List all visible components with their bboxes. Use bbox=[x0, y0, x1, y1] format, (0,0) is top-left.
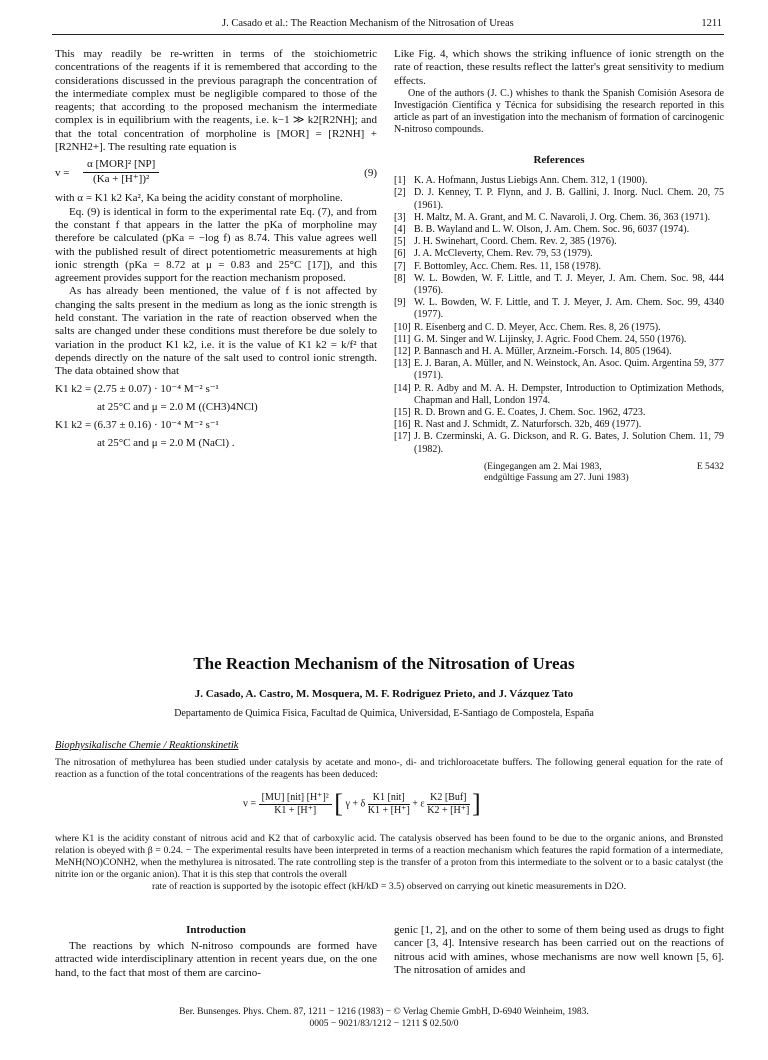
reference-text: J. H. Swinehart, Coord. Chem. Rev. 2, 385 (1976). bbox=[414, 236, 617, 248]
paragraph: As has already been mentioned, the value of f is not affected by changing the salts present in the medium as long as the ionic strength is held constant. The variation in the rate of reaction observed when the salts are changed under these conditions must therefore be due solely to variation in the product K1 k2, i.e. it is the value of K1 k2 = k/f² that depends directly on the nature of the salt used to control ionic strength. The data obtained show that bbox=[55, 285, 377, 378]
footer-code: 0005 − 9021/83/1212 − 1211 $ 02.50/0 bbox=[309, 1019, 459, 1029]
article-authors: J. Casado, A. Castro, M. Mosquera, M. F. Rodriguez Prieto, and J. Vázquez Tato bbox=[194, 688, 574, 700]
abstract bbox=[55, 757, 723, 893]
reference-text: R. D. Brown and G. E. Coates, J. Chem. Soc. 1962, 4723. bbox=[414, 407, 646, 419]
running-title: J. Casado et al.: The Reaction Mechanism of the Nitrosation of Ureas bbox=[222, 18, 514, 29]
introduction-right: genic [1, 2], and on the other to some of them being used as drugs to fight cancer [3, 4]. Intensive research has been carried out on the reactions of nitrous acid with amines, whose mechanisms are now well known [5, 6]. The nitrosation of amides and bbox=[394, 924, 724, 976]
reference-text: G. M. Singer and W. Lijinsky, J. Agric. Food Chem. 24, 550 (1976). bbox=[414, 333, 687, 345]
reference-item bbox=[394, 407, 724, 419]
paragraph: Eq. (9) is identical in form to the experimental rate Eq. (7), and from the constant f that appears in the latter the pKa of morpholine may therefore be calculated (pKa = −log f) as 8.74. This value agrees well with the published result of direct potentiometric measurements at high ionic strength (pKa = 8.72 at μ = 0.83 and 25°C [17]), and this agreement provides support for the reaction mechanism proposed. bbox=[55, 205, 377, 285]
abs-eq-mid: γ + δ bbox=[345, 798, 366, 810]
reference-text: J. B. Czerminski, A. G. Dickson, and R. G. Bates, J. Solution Chem. 11, 79 (1982). bbox=[414, 431, 724, 455]
reference-item bbox=[394, 224, 724, 236]
introduction-left: The reactions by which N-nitroso compounds are formed have attracted wide interdisciplinary attention in recent years due, on the one hand, to the fact that most of them are carcino- bbox=[55, 940, 377, 979]
reference-item bbox=[394, 261, 724, 273]
reference-item bbox=[394, 419, 724, 431]
footer-citation: Ber. Bunsenges. Phys. Chem. 87, 1211 − 1216 (1983) − © Verlag Chemie GmbH, D-6940 Weinheim, 1983. bbox=[179, 1007, 589, 1017]
reference-number: [14] bbox=[394, 382, 411, 394]
reference-text: H. Maltz, M. A. Grant, and M. C. Navaroli, J. Org. Chem. 36, 363 (1971). bbox=[414, 211, 711, 223]
reference-number: [4] bbox=[394, 224, 406, 235]
reference-number: [3] bbox=[394, 211, 406, 223]
reference-item bbox=[394, 187, 724, 211]
reference-number: [7] bbox=[394, 260, 406, 272]
page-footer bbox=[0, 1006, 768, 1030]
reference-item bbox=[394, 383, 724, 407]
reference-item bbox=[394, 236, 724, 248]
reference-item bbox=[394, 334, 724, 346]
reference-text: D. J. Kenney, T. P. Flynn, and J. B. Gallini, J. Inorg. Nucl. Chem. 20, 75 (1961). bbox=[414, 187, 724, 211]
references-heading: References bbox=[533, 153, 585, 166]
equation-9 bbox=[55, 158, 377, 188]
received-line-2: endgültige Fassung am 27. Juni 1983) bbox=[484, 473, 629, 484]
reference-item bbox=[394, 322, 724, 334]
running-header bbox=[52, 18, 722, 34]
reference-number: [8] bbox=[394, 272, 406, 284]
references-list bbox=[394, 175, 724, 456]
abs-eq-den-3: K2 + [H⁺] bbox=[427, 804, 470, 816]
left-column bbox=[55, 48, 377, 455]
reference-text: R. Nast and J. Schmidt, Z. Naturforsch. 32b, 469 (1977). bbox=[414, 419, 642, 431]
reference-item bbox=[394, 431, 724, 455]
reference-number: [13] bbox=[394, 358, 411, 370]
rate-constants bbox=[55, 383, 377, 455]
abs-eq-den-1: K1 + [H⁺] bbox=[274, 804, 317, 816]
received-note bbox=[394, 462, 724, 485]
equation-denominator: (Ka + [H⁺])² bbox=[93, 172, 150, 185]
paragraph: This may readily be re-written in terms of the stoichiometric concentrations of the reagents if it is remembered that according to the considerations discussed in the previous paragraph the concentration of the intermediate complex must be negligible compared to those of the reagents; that according to the proposed mechanism the intermediate complex is in equilibrium with the reagents, i.e. k−1 ≫ k2[R2NH]; and that the total concentration of morpholine is [MOR] = [R2NH] + [R2NH2+]. The resulting rate equation is bbox=[55, 48, 377, 154]
abstract-equation bbox=[55, 787, 723, 827]
reference-item bbox=[394, 297, 724, 321]
abstract-text: where K1 is the acidity constant of nitrous acid and K2 that of carboxylic acid. The catalysis observed has been found to be due to the organic anions, and Brønsted relation is obeyed with β = 0.24. − The experimental results have been interpreted in terms of a reaction mechanism which features the rapid formation of a intermediate, MeNH(NO)CONH2, when the methylurea is nitrosated. The rate controlling step is the transfer of a proton from this intermediate to the solvent or to a basic catalyst (the nitrite ion or the organic anion). That it is this step that controls the overall bbox=[55, 833, 723, 880]
abs-eq-num-2: K1 [nit] bbox=[368, 792, 410, 805]
page-number: 1211 bbox=[701, 18, 722, 29]
abs-eq-fraction-3 bbox=[427, 792, 469, 817]
received-line-1: (Eingegangen am 2. Mai 1983, bbox=[484, 461, 602, 472]
reference-text: P. R. Adby and M. A. H. Dempster, Introduction to Optimization Methods, Chapman and Hall, London 1974. bbox=[414, 382, 724, 406]
abs-eq-num-1: [MU] [nit] [H⁺]² bbox=[259, 792, 332, 805]
reference-item bbox=[394, 212, 724, 224]
abs-eq-den-2: K1 + [H⁺] bbox=[367, 804, 410, 816]
acknowledgement: One of the authors (J. C.) whishes to thank the Spanish Comisión Asesora de Investigación Científica y Técnica for subsidising the research reported in this article as part of an investigation into the mechanism of formation of carcinogenic N-nitroso compounds. bbox=[394, 87, 724, 135]
rate-constant-1: K1 k2 = (2.75 ± 0.07) · 10⁻⁴ M⁻² s⁻¹ bbox=[55, 382, 219, 395]
manuscript-code: E 5432 bbox=[696, 461, 724, 472]
reference-item bbox=[394, 358, 724, 382]
rate-condition-2: at 25°C and μ = 2.0 M (NaCl) . bbox=[97, 436, 235, 449]
reference-item bbox=[394, 248, 724, 260]
subject-classification: Biophysikalische Chemie / Reaktionskinetik bbox=[55, 740, 239, 751]
rate-condition-1: at 25°C and μ = 2.0 M ((CH3)4NCl) bbox=[97, 400, 258, 413]
reference-text: J. A. McCleverty, Chem. Rev. 79, 53 (1979). bbox=[414, 248, 593, 260]
rate-constant-2: K1 k2 = (6.37 ± 0.16) · 10⁻⁴ M⁻² s⁻¹ bbox=[55, 418, 219, 431]
abstract-paragraph bbox=[55, 833, 723, 893]
reference-number: [5] bbox=[394, 236, 406, 248]
reference-text: K. A. Hofmann, Justus Liebigs Ann. Chem. 312, 1 (1900). bbox=[414, 175, 648, 187]
reference-item bbox=[394, 175, 724, 187]
reference-text: F. Bottomley, Acc. Chem. Res. 11, 158 (1978). bbox=[414, 260, 602, 272]
reference-number: [10] bbox=[394, 321, 411, 333]
paragraph: with α = K1 k2 Ka², Ka being the acidity constant of morpholine. bbox=[55, 192, 343, 205]
reference-text: R. Eisenberg and C. D. Meyer, Acc. Chem. Res. 8, 26 (1975). bbox=[414, 321, 661, 333]
equation-fraction bbox=[83, 158, 159, 186]
abs-eq-lhs: v = bbox=[243, 798, 257, 810]
reference-text: E. J. Baran, A. Müller, and N. Weinstock, An. Asoc. Quim. Argentina 59, 377 (1971). bbox=[414, 358, 724, 382]
left-bracket: [ bbox=[334, 789, 343, 818]
article-affiliation: Departamento de Quimica Fisica, Facultad de Quimica, Universidad, E-Santiago de Compostela, España bbox=[174, 708, 594, 719]
reference-text: P. Bannasch and H. A. Müller, Arzneim.-Forsch. 14, 805 (1964). bbox=[414, 346, 672, 358]
abs-eq-fraction-2 bbox=[368, 792, 410, 817]
reference-text: B. B. Wayland and L. W. Olson, J. Am. Chem. Soc. 96, 6037 (1974). bbox=[414, 224, 690, 235]
abs-eq-fraction-1 bbox=[259, 792, 332, 817]
abstract-last-line: rate of reaction is supported by the isotopic effect (kH/kD = 3.5) observed on carrying out kinetic measurements in D2O. bbox=[151, 881, 627, 892]
reference-number: [6] bbox=[394, 248, 406, 260]
abs-eq-plus: + ε bbox=[412, 798, 425, 810]
reference-number: [2] bbox=[394, 187, 406, 199]
reference-number: [15] bbox=[394, 407, 411, 419]
paragraph: Like Fig. 4, which shows the striking influence of ionic strength on the rate of reaction, these results reflect the latter's great sensitivity to medium effects. bbox=[394, 48, 724, 87]
abs-eq-num-3: K2 [Buf] bbox=[427, 792, 469, 805]
article-title: The Reaction Mechanism of the Nitrosation of Ureas bbox=[193, 654, 575, 673]
abstract-paragraph: The nitrosation of methylurea has been studied under catalysis by acetate and mono-, di- and trichloroacetate buffers. The following general equation for the rate of reaction as a function of the total concentrations of the reagents has been deduced: bbox=[55, 757, 723, 780]
reference-item bbox=[394, 346, 724, 358]
reference-item bbox=[394, 273, 724, 297]
reference-number: [11] bbox=[394, 333, 411, 345]
right-column bbox=[394, 48, 724, 485]
reference-number: [12] bbox=[394, 346, 411, 358]
reference-text: W. L. Bowden, W. F. Little, and T. J. Meyer, J. Am. Chem. Soc. 99, 4340 (1977). bbox=[414, 297, 724, 321]
reference-number: [17] bbox=[394, 431, 411, 443]
introduction-heading: Introduction bbox=[186, 924, 246, 936]
reference-number: [9] bbox=[394, 297, 406, 309]
equation-lhs: v = bbox=[55, 167, 70, 180]
reference-text: W. L. Bowden, W. F. Little, and T. J. Meyer, J. Am. Chem. Soc. 98, 444 (1976). bbox=[414, 272, 724, 297]
right-bracket: ] bbox=[472, 789, 481, 818]
header-rule bbox=[52, 34, 724, 35]
reference-number: [16] bbox=[394, 419, 411, 431]
equation-numerator: α [MOR]² [NP] bbox=[83, 158, 159, 172]
reference-number: [1] bbox=[394, 175, 406, 187]
equation-number: (9) bbox=[364, 167, 377, 180]
